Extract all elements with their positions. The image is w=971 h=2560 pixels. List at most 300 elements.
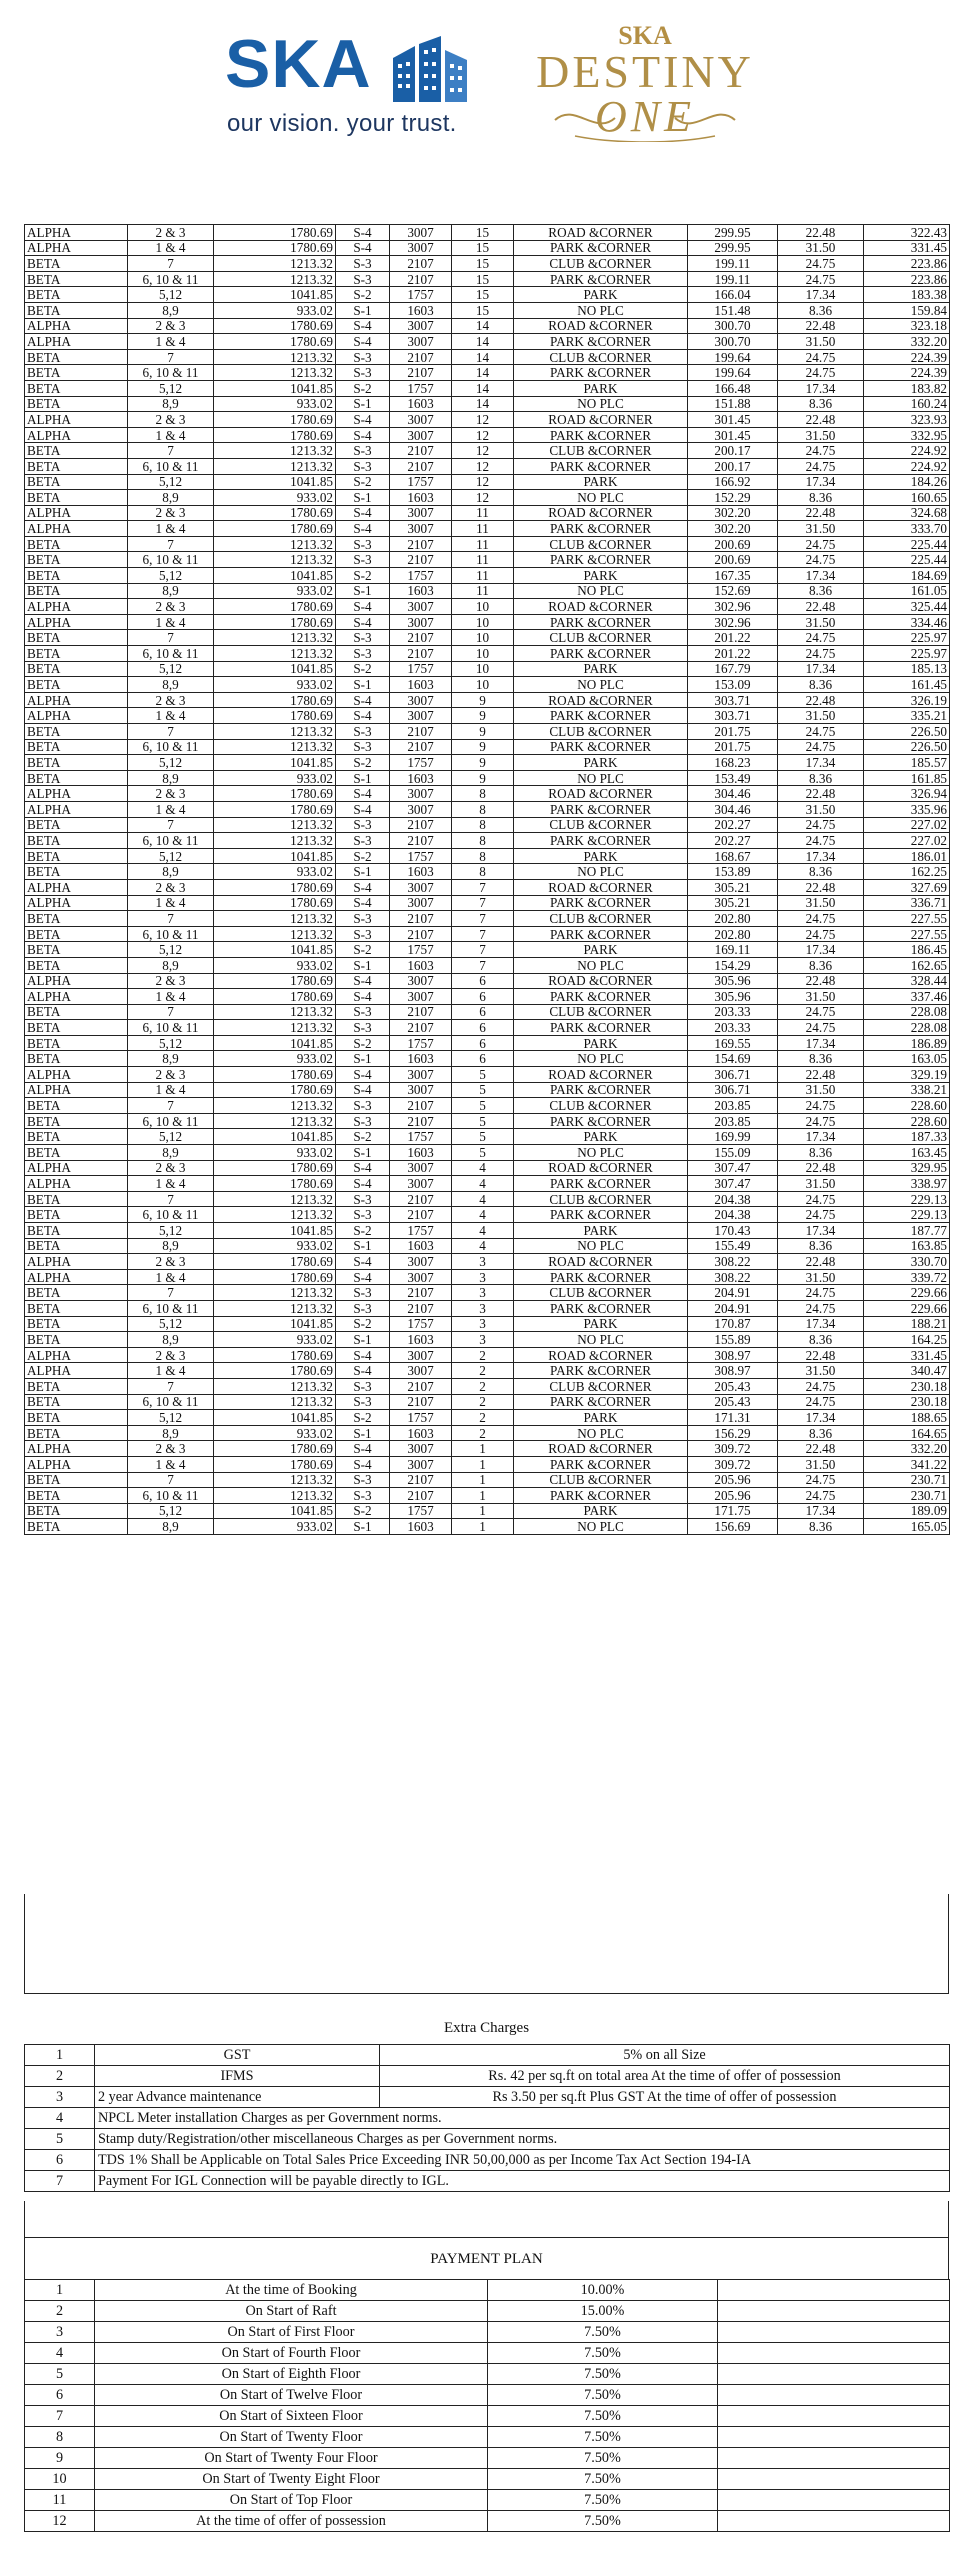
type-cell: S-3	[336, 536, 390, 552]
type-cell: S-3	[336, 1020, 390, 1036]
section-spacer	[24, 2201, 949, 2237]
type-cell: S-3	[336, 1378, 390, 1394]
area-cell: 1213.32	[214, 1488, 336, 1504]
plc-cell: ROAD &CORNER	[514, 318, 688, 334]
plc-cell: PARK &CORNER	[514, 427, 688, 443]
floor-cell: 8	[452, 864, 514, 880]
unit-cell: 7	[128, 1285, 214, 1301]
unit-cell: 5,12	[128, 1316, 214, 1332]
payment-row	[25, 2427, 950, 2448]
plc-price-cell: 17.34	[778, 755, 864, 771]
unit-cell: 7	[128, 911, 214, 927]
table-row	[25, 240, 950, 256]
plc-price-cell: 24.75	[778, 443, 864, 459]
plc-cell: CLUB &CORNER	[514, 349, 688, 365]
unit-cell: 8,9	[128, 957, 214, 973]
unit-cell: 8,9	[128, 770, 214, 786]
base-price-cell: 201.22	[688, 630, 778, 646]
total-cell: 183.38	[864, 287, 950, 303]
tower-cell: BETA	[25, 770, 128, 786]
floor-cell: 5	[452, 1145, 514, 1161]
floor-cell: 4	[452, 1207, 514, 1223]
plc-cell: PARK &CORNER	[514, 271, 688, 287]
plc-cell: PARK	[514, 474, 688, 490]
tower-cell: BETA	[25, 1191, 128, 1207]
size-cell: 2107	[390, 646, 452, 662]
area-cell: 1213.32	[214, 1098, 336, 1114]
empty-cell	[718, 2385, 950, 2406]
plc-price-cell: 31.50	[778, 895, 864, 911]
empty-cell	[718, 2469, 950, 2490]
table-row	[25, 1488, 950, 1504]
tower-cell: ALPHA	[25, 505, 128, 521]
type-cell: S-1	[336, 302, 390, 318]
ska-tagline: our vision. your trust.	[227, 110, 457, 137]
area-cell: 1780.69	[214, 1363, 336, 1379]
table-row	[25, 396, 950, 412]
area-cell: 1780.69	[214, 895, 336, 911]
table-row	[25, 692, 950, 708]
table-row	[25, 225, 950, 241]
area-cell: 1041.85	[214, 661, 336, 677]
floor-cell: 2	[452, 1410, 514, 1426]
payment-percent: 7.50%	[488, 2427, 718, 2448]
size-cell: 3007	[390, 786, 452, 802]
unit-cell: 2 & 3	[128, 412, 214, 428]
type-cell: S-1	[336, 1425, 390, 1441]
base-price-cell: 202.80	[688, 926, 778, 942]
area-cell: 933.02	[214, 583, 336, 599]
payment-percent: 7.50%	[488, 2406, 718, 2427]
plc-cell: PARK &CORNER	[514, 1113, 688, 1129]
table-row	[25, 1425, 950, 1441]
payment-plan-title: PAYMENT PLAN	[24, 2237, 949, 2279]
tower-cell: BETA	[25, 552, 128, 568]
floor-cell: 11	[452, 568, 514, 584]
floor-cell: 2	[452, 1363, 514, 1379]
table-row	[25, 1285, 950, 1301]
type-cell: S-4	[336, 692, 390, 708]
charge-value: 5% on all Size	[380, 2045, 950, 2066]
plc-price-cell: 24.75	[778, 630, 864, 646]
table-row	[25, 1051, 950, 1067]
plc-price-cell: 22.48	[778, 879, 864, 895]
type-cell: S-2	[336, 661, 390, 677]
base-price-cell: 170.87	[688, 1316, 778, 1332]
extra-charge-row	[25, 2108, 950, 2129]
tower-cell: ALPHA	[25, 614, 128, 630]
plc-price-cell: 24.75	[778, 1300, 864, 1316]
size-cell: 1603	[390, 302, 452, 318]
floor-cell: 6	[452, 1020, 514, 1036]
unit-cell: 6, 10 & 11	[128, 458, 214, 474]
tower-cell: BETA	[25, 365, 128, 381]
plc-price-cell: 22.48	[778, 318, 864, 334]
unit-cell: 2 & 3	[128, 318, 214, 334]
plc-cell: PARK &CORNER	[514, 334, 688, 350]
unit-cell: 2 & 3	[128, 692, 214, 708]
plc-price-cell: 22.48	[778, 1160, 864, 1176]
unit-cell: 2 & 3	[128, 225, 214, 241]
base-price-cell: 167.35	[688, 568, 778, 584]
base-price-cell: 152.69	[688, 583, 778, 599]
size-cell: 1603	[390, 1332, 452, 1348]
unit-cell: 7	[128, 817, 214, 833]
size-cell: 2107	[390, 256, 452, 272]
table-row	[25, 443, 950, 459]
total-cell: 225.44	[864, 536, 950, 552]
row-number: 7	[25, 2171, 95, 2192]
table-row	[25, 864, 950, 880]
floor-cell: 1	[452, 1472, 514, 1488]
floor-cell: 6	[452, 1035, 514, 1051]
base-price-cell: 166.48	[688, 380, 778, 396]
unit-cell: 8,9	[128, 490, 214, 506]
total-cell: 224.39	[864, 349, 950, 365]
total-cell: 229.66	[864, 1300, 950, 1316]
unit-cell: 5,12	[128, 474, 214, 490]
plc-cell: ROAD &CORNER	[514, 412, 688, 428]
payment-stage: On Start of Twenty Floor	[95, 2427, 488, 2448]
tower-cell: ALPHA	[25, 1067, 128, 1083]
size-cell: 3007	[390, 879, 452, 895]
base-price-cell: 302.96	[688, 599, 778, 615]
size-cell: 1603	[390, 1238, 452, 1254]
size-cell: 3007	[390, 1160, 452, 1176]
total-cell: 330.70	[864, 1254, 950, 1270]
plc-price-cell: 22.48	[778, 412, 864, 428]
base-price-cell: 307.47	[688, 1176, 778, 1192]
type-cell: S-4	[336, 334, 390, 350]
type-cell: S-3	[336, 817, 390, 833]
plc-price-cell: 22.48	[778, 1347, 864, 1363]
floor-cell: 8	[452, 817, 514, 833]
area-cell: 1780.69	[214, 1347, 336, 1363]
unit-cell: 8,9	[128, 677, 214, 693]
area-cell: 1780.69	[214, 1067, 336, 1083]
destiny-ska-text: SKA	[618, 21, 672, 50]
unit-cell: 7	[128, 724, 214, 740]
plc-cell: PARK	[514, 287, 688, 303]
size-cell: 2107	[390, 271, 452, 287]
size-cell: 1757	[390, 287, 452, 303]
total-cell: 223.86	[864, 271, 950, 287]
plc-price-cell: 31.50	[778, 334, 864, 350]
tower-cell: ALPHA	[25, 521, 128, 537]
table-row	[25, 1269, 950, 1285]
tower-cell: BETA	[25, 1051, 128, 1067]
type-cell: S-4	[336, 1160, 390, 1176]
empty-cell	[718, 2490, 950, 2511]
charge-label: IFMS	[95, 2066, 380, 2087]
table-row	[25, 646, 950, 662]
type-cell: S-2	[336, 568, 390, 584]
area-cell: 1780.69	[214, 1269, 336, 1285]
floor-cell: 6	[452, 973, 514, 989]
size-cell: 1757	[390, 1035, 452, 1051]
type-cell: S-2	[336, 380, 390, 396]
unit-cell: 7	[128, 349, 214, 365]
type-cell: S-2	[336, 1035, 390, 1051]
type-cell: S-4	[336, 879, 390, 895]
base-price-cell: 308.22	[688, 1254, 778, 1270]
plc-price-cell: 24.75	[778, 349, 864, 365]
base-price-cell: 203.85	[688, 1113, 778, 1129]
base-price-cell: 156.69	[688, 1519, 778, 1535]
table-row	[25, 1145, 950, 1161]
total-cell: 224.92	[864, 458, 950, 474]
type-cell: S-1	[336, 864, 390, 880]
tower-cell: BETA	[25, 302, 128, 318]
type-cell: S-1	[336, 1145, 390, 1161]
floor-cell: 4	[452, 1176, 514, 1192]
base-price-cell: 156.29	[688, 1425, 778, 1441]
size-cell: 2107	[390, 1004, 452, 1020]
area-cell: 933.02	[214, 1519, 336, 1535]
base-price-cell: 155.09	[688, 1145, 778, 1161]
unit-cell: 5,12	[128, 755, 214, 771]
unit-cell: 5,12	[128, 568, 214, 584]
tower-cell: ALPHA	[25, 225, 128, 241]
plc-price-cell: 24.75	[778, 1488, 864, 1504]
table-row	[25, 848, 950, 864]
plc-price-cell: 22.48	[778, 505, 864, 521]
plc-cell: PARK &CORNER	[514, 521, 688, 537]
size-cell: 2107	[390, 833, 452, 849]
payment-plan-table	[24, 2279, 950, 2532]
plc-price-cell: 24.75	[778, 926, 864, 942]
total-cell: 336.71	[864, 895, 950, 911]
base-price-cell: 302.20	[688, 505, 778, 521]
plc-price-cell: 8.36	[778, 1425, 864, 1441]
type-cell: S-3	[336, 443, 390, 459]
empty-cell	[718, 2364, 950, 2385]
floor-cell: 5	[452, 1129, 514, 1145]
plc-cell: CLUB &CORNER	[514, 1098, 688, 1114]
plc-cell: PARK	[514, 848, 688, 864]
area-cell: 1213.32	[214, 1020, 336, 1036]
floor-cell: 10	[452, 646, 514, 662]
plc-price-cell: 24.75	[778, 817, 864, 833]
plc-price-cell: 22.48	[778, 225, 864, 241]
area-cell: 1213.32	[214, 739, 336, 755]
base-price-cell: 202.80	[688, 911, 778, 927]
plc-cell: PARK &CORNER	[514, 708, 688, 724]
size-cell: 2107	[390, 724, 452, 740]
tower-cell: BETA	[25, 380, 128, 396]
table-row	[25, 1113, 950, 1129]
unit-cell: 8,9	[128, 1145, 214, 1161]
plc-price-cell: 31.50	[778, 801, 864, 817]
total-cell: 160.65	[864, 490, 950, 506]
base-price-cell: 203.85	[688, 1098, 778, 1114]
plc-price-cell: 17.34	[778, 942, 864, 958]
floor-cell: 1	[452, 1503, 514, 1519]
size-cell: 1603	[390, 957, 452, 973]
plc-cell: CLUB &CORNER	[514, 1004, 688, 1020]
tower-cell: BETA	[25, 864, 128, 880]
payment-percent: 7.50%	[488, 2343, 718, 2364]
plc-price-cell: 24.75	[778, 646, 864, 662]
plc-cell: PARK &CORNER	[514, 1300, 688, 1316]
tower-cell: BETA	[25, 957, 128, 973]
unit-cell: 5,12	[128, 1410, 214, 1426]
unit-cell: 5,12	[128, 848, 214, 864]
row-number: 3	[25, 2322, 95, 2343]
type-cell: S-3	[336, 833, 390, 849]
table-row	[25, 380, 950, 396]
plc-cell: ROAD &CORNER	[514, 692, 688, 708]
type-cell: S-2	[336, 848, 390, 864]
tower-cell: BETA	[25, 443, 128, 459]
size-cell: 2107	[390, 349, 452, 365]
plc-price-cell: 24.75	[778, 458, 864, 474]
page-header	[0, 0, 971, 215]
total-cell: 225.97	[864, 630, 950, 646]
tower-cell: BETA	[25, 1316, 128, 1332]
extra-charge-row	[25, 2045, 950, 2066]
area-cell: 1780.69	[214, 989, 336, 1005]
plc-price-cell: 31.50	[778, 1363, 864, 1379]
total-cell: 161.45	[864, 677, 950, 693]
area-cell: 1213.32	[214, 1004, 336, 1020]
size-cell: 3007	[390, 318, 452, 334]
unit-cell: 1 & 4	[128, 708, 214, 724]
area-cell: 1041.85	[214, 1129, 336, 1145]
floor-cell: 14	[452, 380, 514, 396]
floor-cell: 14	[452, 334, 514, 350]
tower-cell: BETA	[25, 1129, 128, 1145]
plc-price-cell: 24.75	[778, 1004, 864, 1020]
row-number: 10	[25, 2469, 95, 2490]
table-row	[25, 1472, 950, 1488]
size-cell: 2107	[390, 1394, 452, 1410]
area-cell: 1780.69	[214, 801, 336, 817]
area-cell: 1780.69	[214, 1160, 336, 1176]
plc-cell: CLUB &CORNER	[514, 1472, 688, 1488]
area-cell: 1041.85	[214, 287, 336, 303]
base-price-cell: 307.47	[688, 1160, 778, 1176]
floor-cell: 10	[452, 614, 514, 630]
size-cell: 1603	[390, 770, 452, 786]
plc-price-cell: 24.75	[778, 724, 864, 740]
tower-cell: BETA	[25, 1285, 128, 1301]
size-cell: 2107	[390, 911, 452, 927]
base-price-cell: 167.79	[688, 661, 778, 677]
table-row	[25, 833, 950, 849]
size-cell: 2107	[390, 1191, 452, 1207]
unit-cell: 1 & 4	[128, 240, 214, 256]
payment-row	[25, 2406, 950, 2427]
floor-cell: 4	[452, 1191, 514, 1207]
total-cell: 164.25	[864, 1332, 950, 1348]
floor-cell: 8	[452, 801, 514, 817]
plc-cell: PARK &CORNER	[514, 1269, 688, 1285]
unit-cell: 5,12	[128, 661, 214, 677]
tower-cell: BETA	[25, 458, 128, 474]
table-row	[25, 1254, 950, 1270]
tower-cell: BETA	[25, 474, 128, 490]
plc-cell: ROAD &CORNER	[514, 1067, 688, 1083]
unit-cell: 1 & 4	[128, 1082, 214, 1098]
base-price-cell: 200.69	[688, 552, 778, 568]
tower-cell: ALPHA	[25, 599, 128, 615]
tower-cell: BETA	[25, 256, 128, 272]
base-price-cell: 153.49	[688, 770, 778, 786]
base-price-cell: 166.92	[688, 474, 778, 490]
base-price-cell: 205.96	[688, 1488, 778, 1504]
type-cell: S-1	[336, 770, 390, 786]
plc-price-cell: 24.75	[778, 1472, 864, 1488]
floor-cell: 14	[452, 396, 514, 412]
plc-cell: PARK &CORNER	[514, 1082, 688, 1098]
table-row	[25, 1300, 950, 1316]
unit-cell: 7	[128, 1472, 214, 1488]
size-cell: 3007	[390, 1082, 452, 1098]
area-cell: 1041.85	[214, 380, 336, 396]
base-price-cell: 151.88	[688, 396, 778, 412]
base-price-cell: 203.33	[688, 1020, 778, 1036]
size-cell: 1757	[390, 755, 452, 771]
size-cell: 1757	[390, 380, 452, 396]
tower-cell: ALPHA	[25, 1160, 128, 1176]
table-row	[25, 1004, 950, 1020]
unit-cell: 7	[128, 1191, 214, 1207]
unit-cell: 8,9	[128, 1519, 214, 1535]
total-cell: 227.02	[864, 833, 950, 849]
size-cell: 3007	[390, 973, 452, 989]
unit-cell: 5,12	[128, 1503, 214, 1519]
area-cell: 1041.85	[214, 1316, 336, 1332]
total-cell: 165.05	[864, 1519, 950, 1535]
plc-cell: PARK &CORNER	[514, 801, 688, 817]
area-cell: 1213.32	[214, 271, 336, 287]
table-row	[25, 271, 950, 287]
plc-cell: NO PLC	[514, 677, 688, 693]
plc-price-cell: 22.48	[778, 1441, 864, 1457]
base-price-cell: 169.99	[688, 1129, 778, 1145]
total-cell: 324.68	[864, 505, 950, 521]
area-cell: 1213.32	[214, 349, 336, 365]
total-cell: 159.84	[864, 302, 950, 318]
charge-note: TDS 1% Shall be Applicable on Total Sales Price Exceeding INR 50,00,000 as per Income Tax Act Section 194-IA	[95, 2150, 950, 2171]
plc-price-cell: 8.36	[778, 396, 864, 412]
unit-cell: 5,12	[128, 380, 214, 396]
tower-cell: BETA	[25, 1035, 128, 1051]
floor-cell: 10	[452, 630, 514, 646]
plc-price-cell: 31.50	[778, 614, 864, 630]
type-cell: S-4	[336, 801, 390, 817]
payment-percent: 7.50%	[488, 2511, 718, 2532]
size-cell: 3007	[390, 1347, 452, 1363]
table-row	[25, 1129, 950, 1145]
plc-price-cell: 22.48	[778, 692, 864, 708]
floor-cell: 9	[452, 692, 514, 708]
payment-stage: At the time of offer of possession	[95, 2511, 488, 2532]
area-cell: 1780.69	[214, 1176, 336, 1192]
floor-cell: 14	[452, 318, 514, 334]
floor-cell: 7	[452, 942, 514, 958]
payment-row	[25, 2280, 950, 2301]
floor-cell: 7	[452, 879, 514, 895]
plc-cell: PARK	[514, 755, 688, 771]
table-row	[25, 1020, 950, 1036]
plc-price-cell: 17.34	[778, 1223, 864, 1239]
table-row	[25, 427, 950, 443]
unit-cell: 2 & 3	[128, 786, 214, 802]
plc-price-cell: 24.75	[778, 739, 864, 755]
area-cell: 933.02	[214, 396, 336, 412]
